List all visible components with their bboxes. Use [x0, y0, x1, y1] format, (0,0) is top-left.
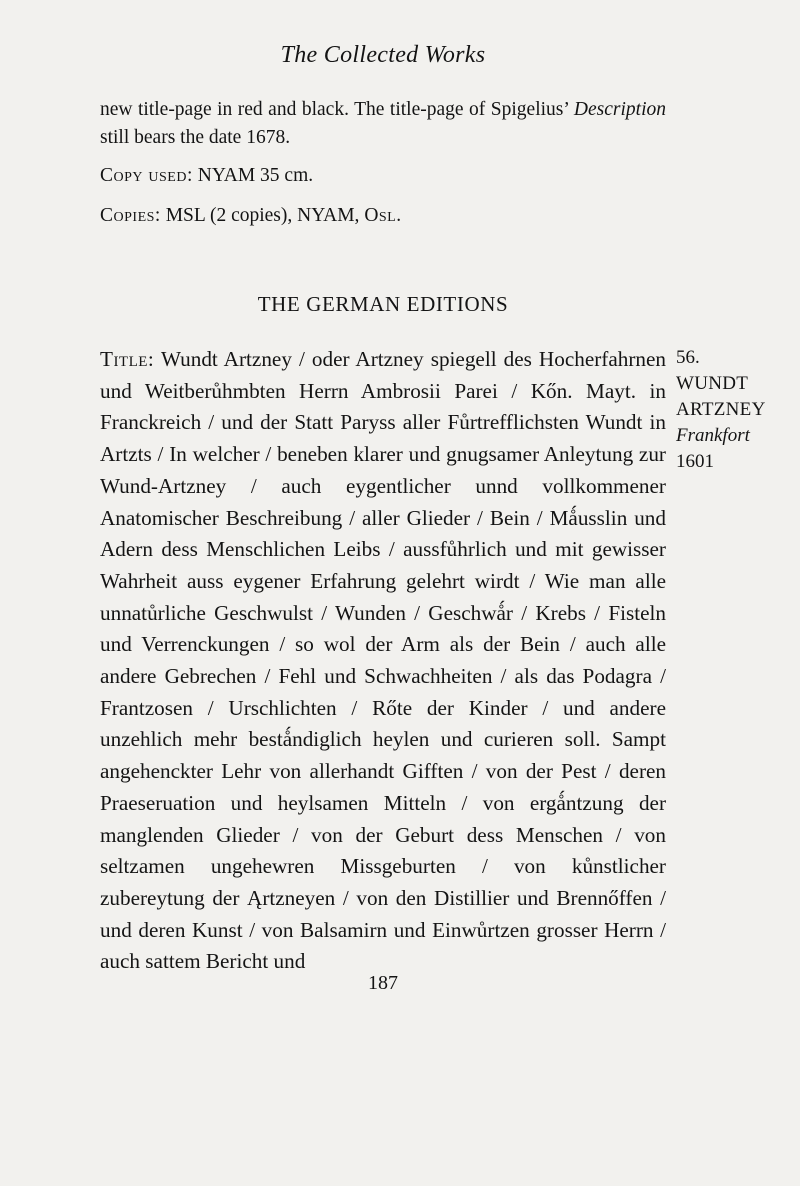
title-entry-paragraph [100, 344, 666, 978]
margin-note-number: 56. [676, 347, 700, 368]
title-entry-label: Title: [100, 347, 155, 371]
copies-line [100, 202, 666, 230]
margin-note-title-line2: ARTZNEY [676, 399, 766, 420]
title-entry-text: Wundt Artzney / oder Artzney spiegell des Hocherfahrnen und Weitberůhmbten Herrn Ambrosii Parei / Kőn. Mayt. in Franckreich / und der Statt Paryss aller Fůrtrefflichsten Wundt in Artzts / In welcher / beneben klarer und gnugsamer Anleytung zur Wund-Artzney / auch eygentlicher unnd vollkommener Anatomischer Beschreibung / aller Glieder / Bein / Mǻusslin und Adern dess Menschlichen Leibs / aussfůhrlich und mit gewisser Wahrheit auss eygener Erfahrung gelehrt wirdt / Wie man alle unnatůrliche Geschwulst / Wunden / Geschwǻr / Krebs / Fisteln und Verrenckungen / so wol der Arm als der Bein / auch alle andere Gebrechen / Fehl und Schwachheiten / als das Podagra / Frantzosen / Urschlichten / Rőte der Kinder / und andere unzehlich mehr bestǻndiglich heylen und curieren soll. Sampt angehenckter Lehr von allerhandt Gifften / von der Pest / deren Praeseruation und heylsamen Mitteln / von ergǻntzung der manglenden Glieder / von der Geburt dess Menschen / von seltzamen ungehewren Missgeburten / von kůnstlicher zubereytung der Ąrtzneyen / von den Distillier und Brennőffen / und deren Kunst / von Balsamirn und Einwůrtzen grosser Herrn / auch sattem Bericht und [100, 347, 666, 974]
intro-text-a: new title-page in red and black. The title-page of Spigelius’ [100, 99, 574, 120]
page-number: 187 [368, 972, 398, 994]
copy-used-line [100, 162, 666, 190]
intro-italic-title: Description [573, 99, 666, 120]
margin-note [676, 345, 794, 475]
intro-paragraph [100, 96, 666, 152]
copies-label: Copies: [100, 205, 161, 226]
section-heading: THE GERMAN EDITIONS [257, 292, 509, 316]
margin-note-place: Frankfort [676, 425, 750, 446]
intro-text-b: still bears the date 1678. [100, 127, 291, 148]
copies-value-osl: Osl. [364, 205, 402, 226]
copy-used-value: NYAM 35 cm. [192, 165, 314, 186]
running-head: The Collected Works [280, 42, 486, 68]
margin-note-title-line1: WUNDT [676, 373, 749, 394]
margin-note-year: 1601 [676, 451, 714, 472]
copy-used-label: Copy used: [100, 165, 193, 186]
copies-value: MSL (2 copies), NYAM, [160, 205, 365, 226]
